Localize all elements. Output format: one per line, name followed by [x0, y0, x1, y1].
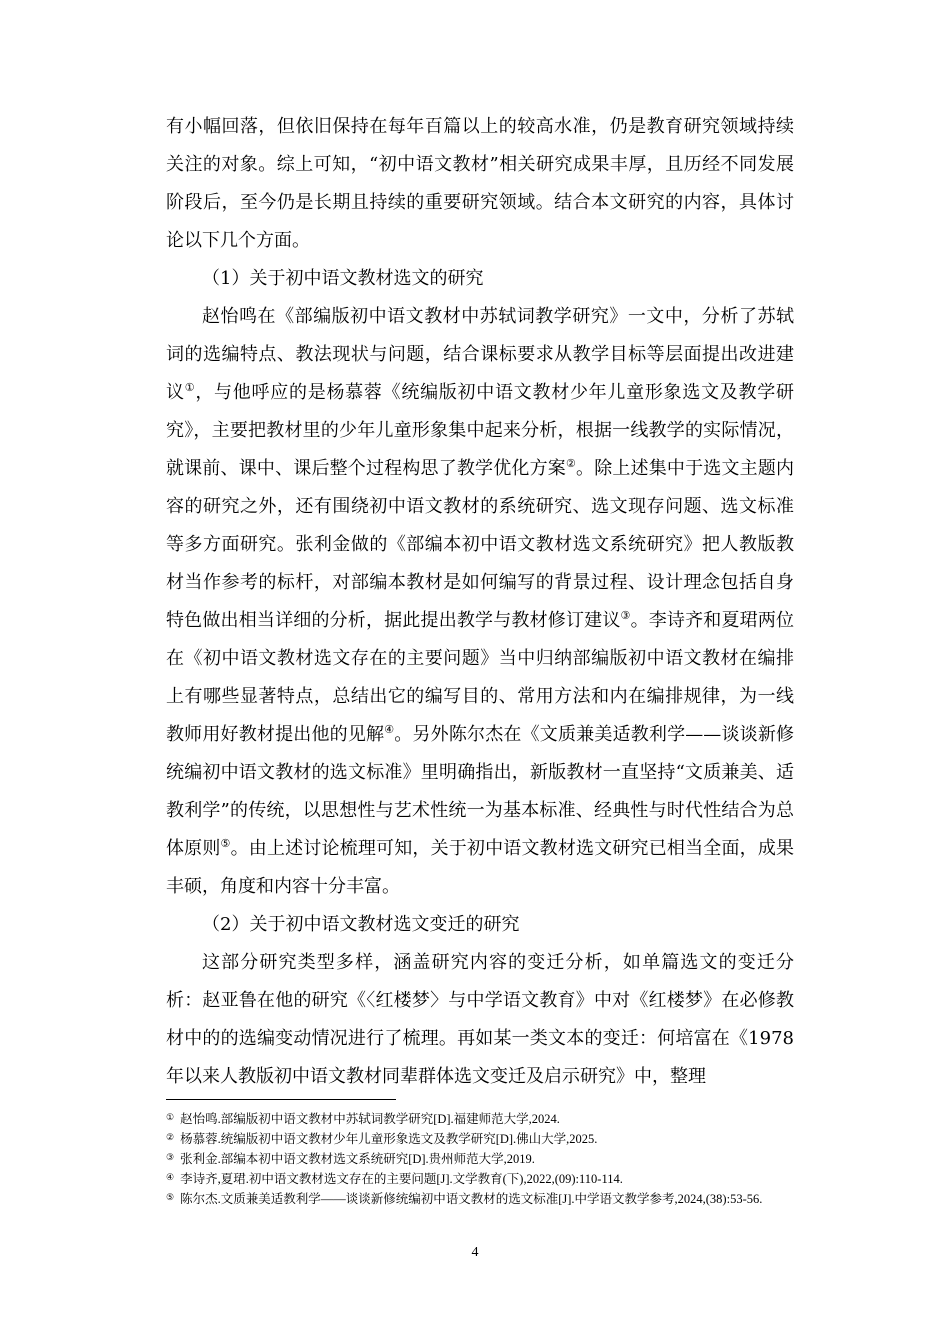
footnote-mark: ②	[166, 1132, 175, 1142]
footnote-mark: ③	[166, 1152, 175, 1162]
footnote-mark: ④	[166, 1172, 175, 1182]
body-text	[166, 108, 794, 1096]
footnote-ref-1[interactable]: ①	[184, 381, 196, 394]
footnote-ref-3[interactable]: ③	[620, 609, 631, 622]
paragraph-text: 有小幅回落，但依旧保持在每年百篇以上的较高水准，仍是教育研究领域持续关注的对象。综上可知，“初中语文教材”相关研究成果丰厚，且历经不同发展阶段后，至今仍是长期且持续的重要研究领域。结合本文研究的内容，具体讨论以下几个方面。	[166, 116, 794, 251]
footnote-ref-4[interactable]: ④	[384, 723, 395, 736]
paragraph-text: 这部分研究类型多样，涵盖研究内容的变迁分析，如单篇选文的变迁分析：赵亚鲁在他的研究《〈红楼梦〉与中学语文教育》中对《红楼梦》在必修教材中的的选编变动情况进行了梳理。再如某一类文本的变迁：何培富在《1978 年以来人教版初中语文教材同辈群体选文变迁及启示研究》中，整理	[166, 952, 794, 1087]
paragraph-textbook-selection	[166, 298, 794, 906]
footnote-ref-5[interactable]: ⑤	[220, 837, 231, 850]
section-heading-2	[166, 906, 794, 944]
footnote-text: 张利金.部编本初中语文教材选文系统研究[D].贵州师范大学,2019.	[180, 1152, 535, 1166]
footnote-item	[166, 1188, 796, 1208]
footnote-item	[166, 1148, 796, 1168]
page-number: 4	[471, 1245, 479, 1260]
footnote-text: 李诗齐,夏珺.初中语文教材选文存在的主要问题[J].文学教育(下),2022,(09):110-114.	[180, 1172, 623, 1186]
footnote-mark: ①	[166, 1112, 175, 1122]
paragraph-text: ，与他呼应的是杨慕蓉《统编版初中语文教材少年儿童形象选文及教学研究》，主要把教材里的少年儿童形象集中起来分析，根据一线教学的实际情况，就课前、课中、课后整个过程构思了教学优化方案	[166, 382, 794, 479]
footnote-separator	[166, 1099, 396, 1100]
section-heading-1	[166, 260, 794, 298]
paragraph-selection-changes	[166, 944, 794, 1096]
footnote-text: 杨慕蓉.统编版初中语文教材少年儿童形象选文及教学研究[D].佛山大学,2025.	[180, 1132, 598, 1146]
footnote-text: 赵怡鸣.部编版初中语文教材中苏轼词教学研究[D].福建师范大学,2024.	[180, 1112, 560, 1126]
paragraph-text: 。李诗齐和夏珺两位在《初中语文教材选文存在的主要问题》当中归纳部编版初中语文教材在编排上有哪些显著特点，总结出它的编写目的、常用方法和内在编排规律，为一线教师用好教材提出他的见解	[166, 610, 795, 745]
paragraph-text: 。另外陈尔杰在《文质兼美适教利学——谈谈新修统编初中语文教材的选文标准》里明确指出，新版教材一直坚持“文质兼美、适教利学”的传统，以思想性与艺术性统一为基本标准、经典性与时代性结合为总体原则	[166, 724, 795, 859]
footnote-item	[166, 1168, 796, 1188]
heading-text: （1）关于初中语文教材选文的研究	[202, 268, 484, 289]
paragraph-continuation	[166, 108, 794, 260]
footnote-text: 陈尔杰.文质兼美适教利学——谈谈新修统编初中语文教材的选文标准[J].中学语文教学参考,2024,(38):53-56.	[180, 1192, 763, 1206]
footnotes	[166, 1108, 796, 1208]
footnote-mark: ⑤	[166, 1192, 175, 1202]
footnote-item	[166, 1128, 796, 1148]
paragraph-text: 。由上述讨论梳理可知，关于初中语文教材选文研究已相当全面，成果丰硕，角度和内容十分丰富。	[166, 838, 794, 897]
footnote-ref-2[interactable]: ②	[565, 457, 577, 470]
paragraph-text: 赵怡鸣在《部编版初中语文教材中苏轼词教学研究》一文中，分析了苏轼词的选编特点、教法现状与问题，结合课标要求从教学目标等层面提出改进建议	[166, 306, 794, 403]
footnote-item	[166, 1108, 796, 1128]
paragraph-text: 。除上述集中于选文主题内容的研究之外，还有围绕初中语文教材的系统研究、选文现存问题、选文标准等多方面研究。张利金做的《部编本初中语文教材选文系统研究》把人教版教材当作参考的标杆，对部编本教材是如何编写的背景过程、设计理念包括自身特色做出相当详细的分析，据此提出教学与教材修订建议	[166, 458, 794, 631]
heading-text: （2）关于初中语文教材选文变迁的研究	[202, 914, 520, 935]
